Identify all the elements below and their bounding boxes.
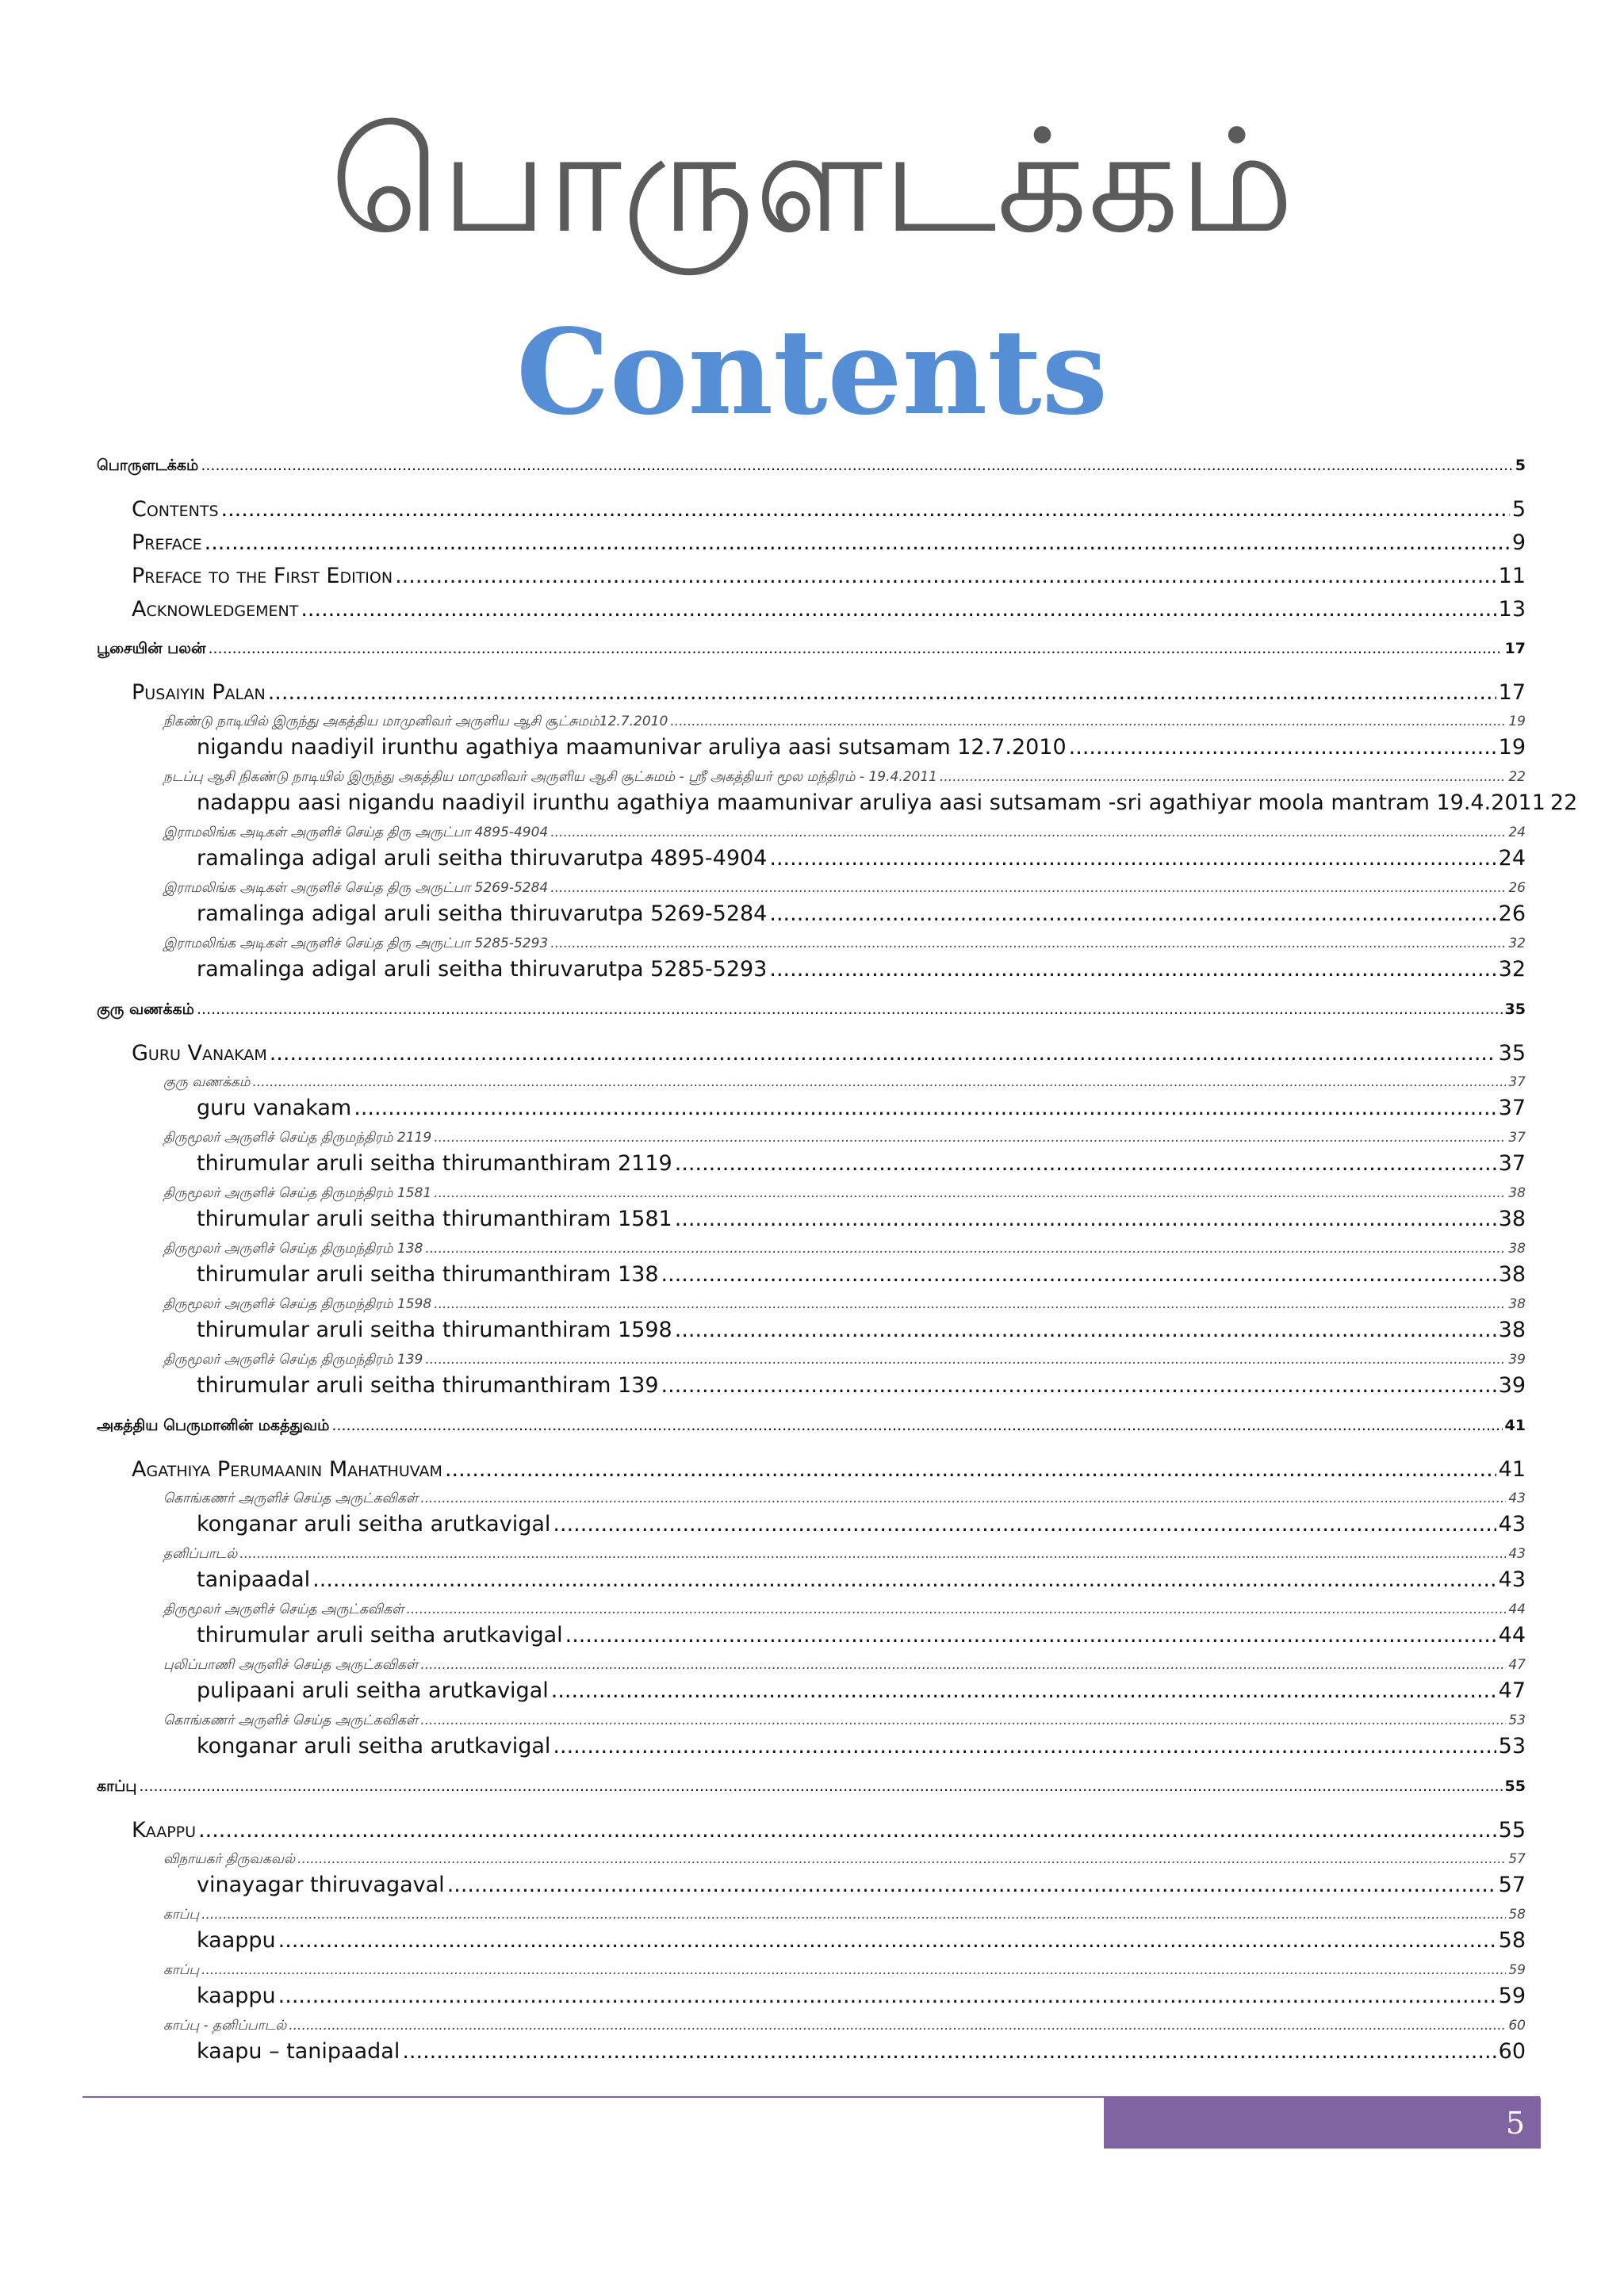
toc-entry-page: 44	[1508, 1601, 1526, 1617]
toc-entry-level-4[interactable]	[197, 1151, 1526, 1185]
toc-entry-level-3[interactable]	[163, 714, 1526, 735]
toc-entry-page: 44	[1498, 1623, 1526, 1647]
toc-entry-level-3[interactable]	[163, 1296, 1526, 1318]
toc-entry-page: 24	[1498, 846, 1526, 871]
dot-leader	[354, 1096, 1496, 1120]
toc-entry-title: காப்பு - தனிப்பாடல்	[163, 2018, 287, 2034]
toc-entry-title: குரு வணக்கம்	[163, 1074, 251, 1090]
toc-entry-title: நிகண்டு நாடியில் இருந்து அகத்திய மாமுனிவர் அருளிய ஆசி சூட்சுமம்12.7.2010	[163, 714, 668, 729]
toc-entry-page: 11	[1498, 564, 1526, 588]
toc-entry-page: 35	[1504, 1001, 1526, 1018]
tamil-title: பொருளடக்கம்	[330, 99, 1294, 265]
toc-entry-title: thirumular aruli seitha thirumanthiram 2119	[197, 1151, 672, 1176]
toc-entry-title: nadappu aasi nigandu naadiyil irunthu agathiya maamunivar aruliya aasi sutsamam -sri agathiyar moola mantram 19.4.2011	[197, 790, 1545, 815]
toc-entry-page: 5	[1511, 497, 1526, 522]
toc-entry-level-3[interactable]	[163, 1352, 1526, 1373]
toc-entry-title: tanipaadal	[197, 1567, 311, 1592]
toc-entry-page: 59	[1508, 1962, 1526, 1978]
toc-entry-title: திருமூலர் அருளிச் செய்த திருமந்திரம் 2119	[163, 1130, 432, 1146]
toc-entry-page: 37	[1498, 1096, 1526, 1120]
toc-entry-level-2[interactable]	[132, 1818, 1526, 1851]
toc-entry-title: புலிப்பாணி அருளிச் செய்த அருட்கவிகள்	[163, 1657, 419, 1673]
page-number: 5	[1505, 2106, 1525, 2141]
toc-entry-level-3[interactable]	[163, 1601, 1526, 1623]
dot-leader	[675, 1151, 1496, 1176]
toc-entry-title: தனிப்பாடல்	[163, 1546, 238, 1562]
toc-entry-title: thirumular aruli seitha thirumanthiram 1598	[197, 1318, 672, 1342]
toc-entry-page: 22	[1549, 790, 1578, 815]
toc-entry-page: 5	[1515, 457, 1526, 474]
dot-leader	[312, 1567, 1496, 1592]
dot-leader	[553, 1512, 1496, 1536]
dot-leader	[253, 1074, 1507, 1090]
toc-entry-level-3[interactable]	[163, 1962, 1526, 1984]
dot-leader	[434, 1185, 1506, 1201]
toc-entry-level-3[interactable]	[163, 1851, 1526, 1873]
toc-entry-level-3[interactable]	[163, 936, 1526, 957]
dot-leader	[670, 714, 1506, 729]
dot-leader	[205, 530, 1510, 555]
dot-leader	[420, 1712, 1506, 1728]
toc-entry-title: திருமூலர் அருளிச் செய்த அருட்கவிகள்	[163, 1601, 404, 1617]
toc-entry-page: 41	[1504, 1417, 1526, 1434]
dot-leader	[198, 1818, 1496, 1843]
toc-entry-level-4[interactable]	[197, 1096, 1526, 1130]
dot-leader	[434, 1130, 1506, 1146]
toc-entry-page: 37	[1498, 1151, 1526, 1176]
toc-entry-page: 41	[1498, 1457, 1526, 1482]
toc-entry-page: 38	[1508, 1296, 1526, 1312]
dot-leader	[769, 846, 1496, 871]
toc-entry-level-4[interactable]	[197, 1567, 1526, 1601]
toc-entry-page: 58	[1508, 1907, 1526, 1923]
toc-entry-level-4[interactable]	[197, 2039, 1526, 2073]
toc-entry-level-4[interactable]	[197, 1373, 1526, 1407]
toc-entry-page: 37	[1508, 1130, 1526, 1146]
dot-leader	[201, 1907, 1506, 1923]
toc-entry-title: thirumular aruli seitha thirumanthiram 138	[197, 1262, 659, 1287]
toc-entry-title: இராமலிங்க அடிகள் அருளிச் செய்த திரு அருட்பா 4895-4904	[163, 825, 549, 840]
toc-entry-page: 26	[1508, 880, 1526, 896]
toc-entry-title: Guru Vanakam	[132, 1041, 267, 1066]
toc-entry-title: இராமலிங்க அடிகள் அருளிச் செய்த திரு அருட்பா 5285-5293	[163, 936, 549, 951]
dot-leader	[550, 936, 1506, 951]
dot-leader	[551, 1678, 1496, 1703]
toc-entry-page: 26	[1498, 901, 1526, 926]
toc-entry-level-4[interactable]	[197, 1623, 1526, 1657]
toc-entry-title: vinayagar thiruvagaval	[197, 1873, 445, 1897]
toc-entry-level-3[interactable]	[163, 880, 1526, 901]
toc-entry-page: 60	[1498, 2039, 1526, 2064]
dot-leader	[139, 1777, 1502, 1795]
toc-entry-level-2[interactable]	[132, 497, 1526, 530]
dot-leader	[447, 1873, 1496, 1897]
toc-entry-title: Agathiya Perumaanin Mahathuvam	[132, 1457, 442, 1482]
toc-entry-title: Pusaiyin Palan	[132, 680, 266, 705]
dot-leader	[270, 1041, 1496, 1066]
toc-entry-title: இராமலிங்க அடிகள் அருளிச் செய்த திரு அருட்பா 5269-5284	[163, 880, 549, 896]
toc-entry-title: திருமூலர் அருளிச் செய்த திருமந்திரம் 1581	[163, 1185, 432, 1201]
toc-entry-level-1[interactable]	[97, 640, 1526, 672]
toc-entry-page: 38	[1498, 1207, 1526, 1231]
toc-entry-page: 19	[1498, 735, 1526, 760]
toc-entry-title: Preface to the First Edition	[132, 564, 393, 588]
toc-entry-title: குரு வணக்கம்	[97, 1001, 194, 1018]
toc-entry-title: thirumular aruli seitha thirumanthiram 139	[197, 1373, 659, 1398]
toc-entry-page: 60	[1508, 2018, 1526, 2034]
toc-entry-title: கொங்கணர் அருளிச் செய்த அருட்கவிகள்	[163, 1490, 419, 1506]
toc-entry-title: அகத்திய பெருமானின் மகத்துவம்	[97, 1417, 330, 1434]
toc-entry-page: 47	[1508, 1657, 1526, 1673]
toc-entry-level-3[interactable]	[163, 1241, 1526, 1262]
toc-entry-level-3[interactable]	[163, 1546, 1526, 1567]
toc-entry-page: 59	[1498, 1984, 1526, 2008]
dot-leader	[268, 680, 1496, 705]
toc-entry-page: 43	[1508, 1490, 1526, 1506]
toc-entry-page: 55	[1504, 1777, 1526, 1795]
toc-entry-title: விநாயகர் திருவகவல்	[163, 1851, 296, 1867]
toc-entry-page: 38	[1498, 1318, 1526, 1342]
toc-entry-level-1[interactable]	[97, 1777, 1526, 1810]
toc-entry-page: 43	[1498, 1512, 1526, 1536]
dot-leader	[445, 1457, 1496, 1482]
dot-leader	[565, 1623, 1496, 1647]
toc-entry-page: 53	[1508, 1712, 1526, 1728]
toc-entry-page: 17	[1498, 680, 1526, 705]
toc-entry-title: திருமூலர் அருளிச் செய்த திருமந்திரம் 139	[163, 1352, 423, 1368]
toc-entry-title: Kaappu	[132, 1818, 197, 1843]
toc-entry-level-1[interactable]	[97, 457, 1526, 489]
toc-entry-level-4[interactable]	[197, 1928, 1526, 1962]
toc-entry-page: 37	[1508, 1074, 1526, 1090]
toc-entry-page: 55	[1498, 1818, 1526, 1843]
toc-entry-level-3[interactable]	[163, 769, 1526, 790]
toc-entry-level-3[interactable]	[163, 1130, 1526, 1151]
toc-entry-title: கொங்கணர் அருளிச் செய்த அருட்கவிகள்	[163, 1712, 419, 1728]
dot-leader	[420, 1657, 1506, 1673]
toc-entry-page: 53	[1498, 1734, 1526, 1758]
toc-entry-level-3[interactable]	[163, 1074, 1526, 1096]
toc-entry-title: konganar aruli seitha arutkavigal	[197, 1512, 551, 1536]
toc-entry-level-2[interactable]	[132, 1041, 1526, 1074]
dot-leader	[661, 1262, 1496, 1287]
toc-entry-level-2[interactable]	[132, 564, 1526, 597]
toc-entry-level-4[interactable]	[197, 790, 1578, 825]
toc-entry-page: 38	[1498, 1262, 1526, 1287]
dot-leader	[301, 597, 1496, 622]
toc-entry-title: Contents	[132, 497, 219, 522]
dot-leader	[675, 1207, 1496, 1231]
dot-leader	[197, 1001, 1503, 1018]
toc-entry-level-4[interactable]	[197, 1207, 1526, 1241]
dot-leader	[406, 1601, 1506, 1617]
toc-entry-level-3[interactable]	[163, 1712, 1526, 1734]
toc-entry-level-1[interactable]	[97, 1001, 1526, 1033]
toc-entry-level-4[interactable]	[197, 1984, 1526, 2018]
toc-entry-level-4[interactable]	[197, 1318, 1526, 1352]
dot-leader	[201, 457, 1512, 474]
toc-entry-level-2[interactable]	[132, 530, 1526, 564]
dot-leader	[208, 640, 1502, 657]
toc-entry-level-4[interactable]	[197, 901, 1526, 936]
toc-entry-title: thirumular aruli seitha arutkavigal	[197, 1623, 563, 1647]
toc-entry-page: 38	[1508, 1185, 1526, 1201]
toc-entry-page: 19	[1508, 714, 1526, 729]
toc-entry-title: kaappu	[197, 1984, 276, 2008]
toc-entry-level-4[interactable]	[197, 1873, 1526, 1907]
toc-entry-page: 39	[1498, 1373, 1526, 1398]
dot-leader	[297, 1851, 1506, 1867]
toc-entry-page: 13	[1498, 597, 1526, 622]
toc-entry-page: 32	[1498, 957, 1526, 982]
toc-entry-level-4[interactable]	[197, 957, 1526, 991]
toc-entry-level-3[interactable]	[163, 1490, 1526, 1512]
toc-entry-page: 43	[1508, 1546, 1526, 1562]
toc-entry-title: pulipaani aruli seitha arutkavigal	[197, 1678, 549, 1703]
toc-entry-title: காப்பு	[163, 1962, 200, 1978]
dot-leader	[278, 1928, 1496, 1953]
dot-leader	[1069, 735, 1496, 760]
dot-leader	[553, 1734, 1496, 1758]
dot-leader	[425, 1352, 1506, 1368]
toc-entry-title: திருமூலர் அருளிச் செய்த திருமந்திரம் 138	[163, 1241, 423, 1257]
dot-leader	[769, 901, 1496, 926]
toc-entry-level-4[interactable]	[197, 1512, 1526, 1546]
dot-leader	[239, 1546, 1506, 1562]
toc-entry-title: திருமூலர் அருளிச் செய்த திருமந்திரம் 1598	[163, 1296, 432, 1312]
dot-leader	[661, 1373, 1496, 1398]
table-of-contents	[97, 457, 1578, 2073]
toc-entry-level-3[interactable]	[163, 1185, 1526, 1207]
dot-leader	[278, 1984, 1496, 2008]
toc-entry-page: 47	[1498, 1678, 1526, 1703]
dot-leader	[201, 1962, 1506, 1978]
toc-entry-level-3[interactable]	[163, 1907, 1526, 1928]
dot-leader	[289, 2018, 1506, 2034]
toc-entry-level-4[interactable]	[197, 735, 1526, 769]
toc-entry-level-4[interactable]	[197, 1262, 1526, 1296]
toc-entry-title: காப்பு	[163, 1907, 200, 1923]
toc-entry-title: பொருளடக்கம்	[97, 457, 199, 474]
dot-leader	[550, 880, 1506, 896]
toc-entry-title: நடப்பு ஆசி நிகண்டு நாடியில் இருந்து அகத்திய மாமுனிவர் அருளிய ஆசி சூட்சுமம் - ஸ்ரீ அகத்தியர் மூல மந்திரம் - 19.4.2011	[163, 769, 937, 785]
dot-leader	[675, 1318, 1496, 1342]
toc-entry-title: Acknowledgement	[132, 597, 299, 622]
toc-entry-page: 9	[1511, 530, 1526, 555]
toc-entry-level-4[interactable]	[197, 846, 1526, 880]
toc-entry-title: Preface	[132, 530, 202, 555]
toc-entry-title: nigandu naadiyil irunthu agathiya maamunivar aruliya aasi sutsamam 12.7.2010	[197, 735, 1067, 760]
toc-entry-page: 39	[1508, 1352, 1526, 1368]
toc-entry-page: 38	[1508, 1241, 1526, 1257]
toc-entry-level-3[interactable]	[163, 2018, 1526, 2039]
dot-leader	[221, 497, 1510, 522]
toc-entry-level-2[interactable]	[132, 680, 1526, 714]
dot-leader	[940, 769, 1506, 785]
toc-entry-title: kaappu	[197, 1928, 276, 1953]
toc-entry-page: 35	[1498, 1041, 1526, 1066]
toc-entry-title: ramalinga adigal aruli seitha thiruvarutpa 4895-4904	[197, 846, 768, 871]
toc-entry-page: 32	[1508, 936, 1526, 951]
toc-entry-level-3[interactable]	[163, 825, 1526, 846]
toc-entry-title: பூசையின் பலன்	[97, 640, 206, 657]
toc-entry-title: konganar aruli seitha arutkavigal	[197, 1734, 551, 1758]
dot-leader	[425, 1241, 1506, 1257]
toc-entry-title: guru vanakam	[197, 1096, 352, 1120]
toc-entry-level-2[interactable]	[132, 1457, 1526, 1490]
toc-entry-level-3[interactable]	[163, 1657, 1526, 1678]
toc-entry-page: 57	[1498, 1873, 1526, 1897]
dot-leader	[395, 564, 1496, 588]
dot-leader	[420, 1490, 1506, 1506]
toc-entry-page: 22	[1508, 769, 1526, 785]
dot-leader	[402, 2039, 1496, 2064]
toc-entry-title: thirumular aruli seitha thirumanthiram 1581	[197, 1207, 672, 1231]
footer-page-box	[1104, 2098, 1541, 2149]
dot-leader	[434, 1296, 1506, 1312]
toc-entry-page: 43	[1498, 1567, 1526, 1592]
toc-entry-page: 24	[1508, 825, 1526, 840]
toc-entry-page: 17	[1504, 640, 1526, 657]
toc-entry-page: 58	[1498, 1928, 1526, 1953]
toc-entry-level-4[interactable]	[197, 1678, 1526, 1712]
toc-entry-level-2[interactable]	[132, 597, 1526, 630]
toc-entry-level-4[interactable]	[197, 1734, 1526, 1768]
dot-leader	[769, 957, 1496, 982]
toc-entry-title: ramalinga adigal aruli seitha thiruvarutpa 5285-5293	[197, 957, 768, 982]
dot-leader	[331, 1417, 1502, 1434]
toc-entry-title: kaapu – tanipaadal	[197, 2039, 400, 2064]
toc-entry-title: காப்பு	[97, 1777, 137, 1795]
toc-entry-page: 57	[1508, 1851, 1526, 1867]
dot-leader	[550, 825, 1506, 840]
contents-title: Contents	[516, 303, 1108, 441]
toc-entry-level-1[interactable]	[97, 1417, 1526, 1449]
toc-entry-title: ramalinga adigal aruli seitha thiruvarutpa 5269-5284	[197, 901, 768, 926]
